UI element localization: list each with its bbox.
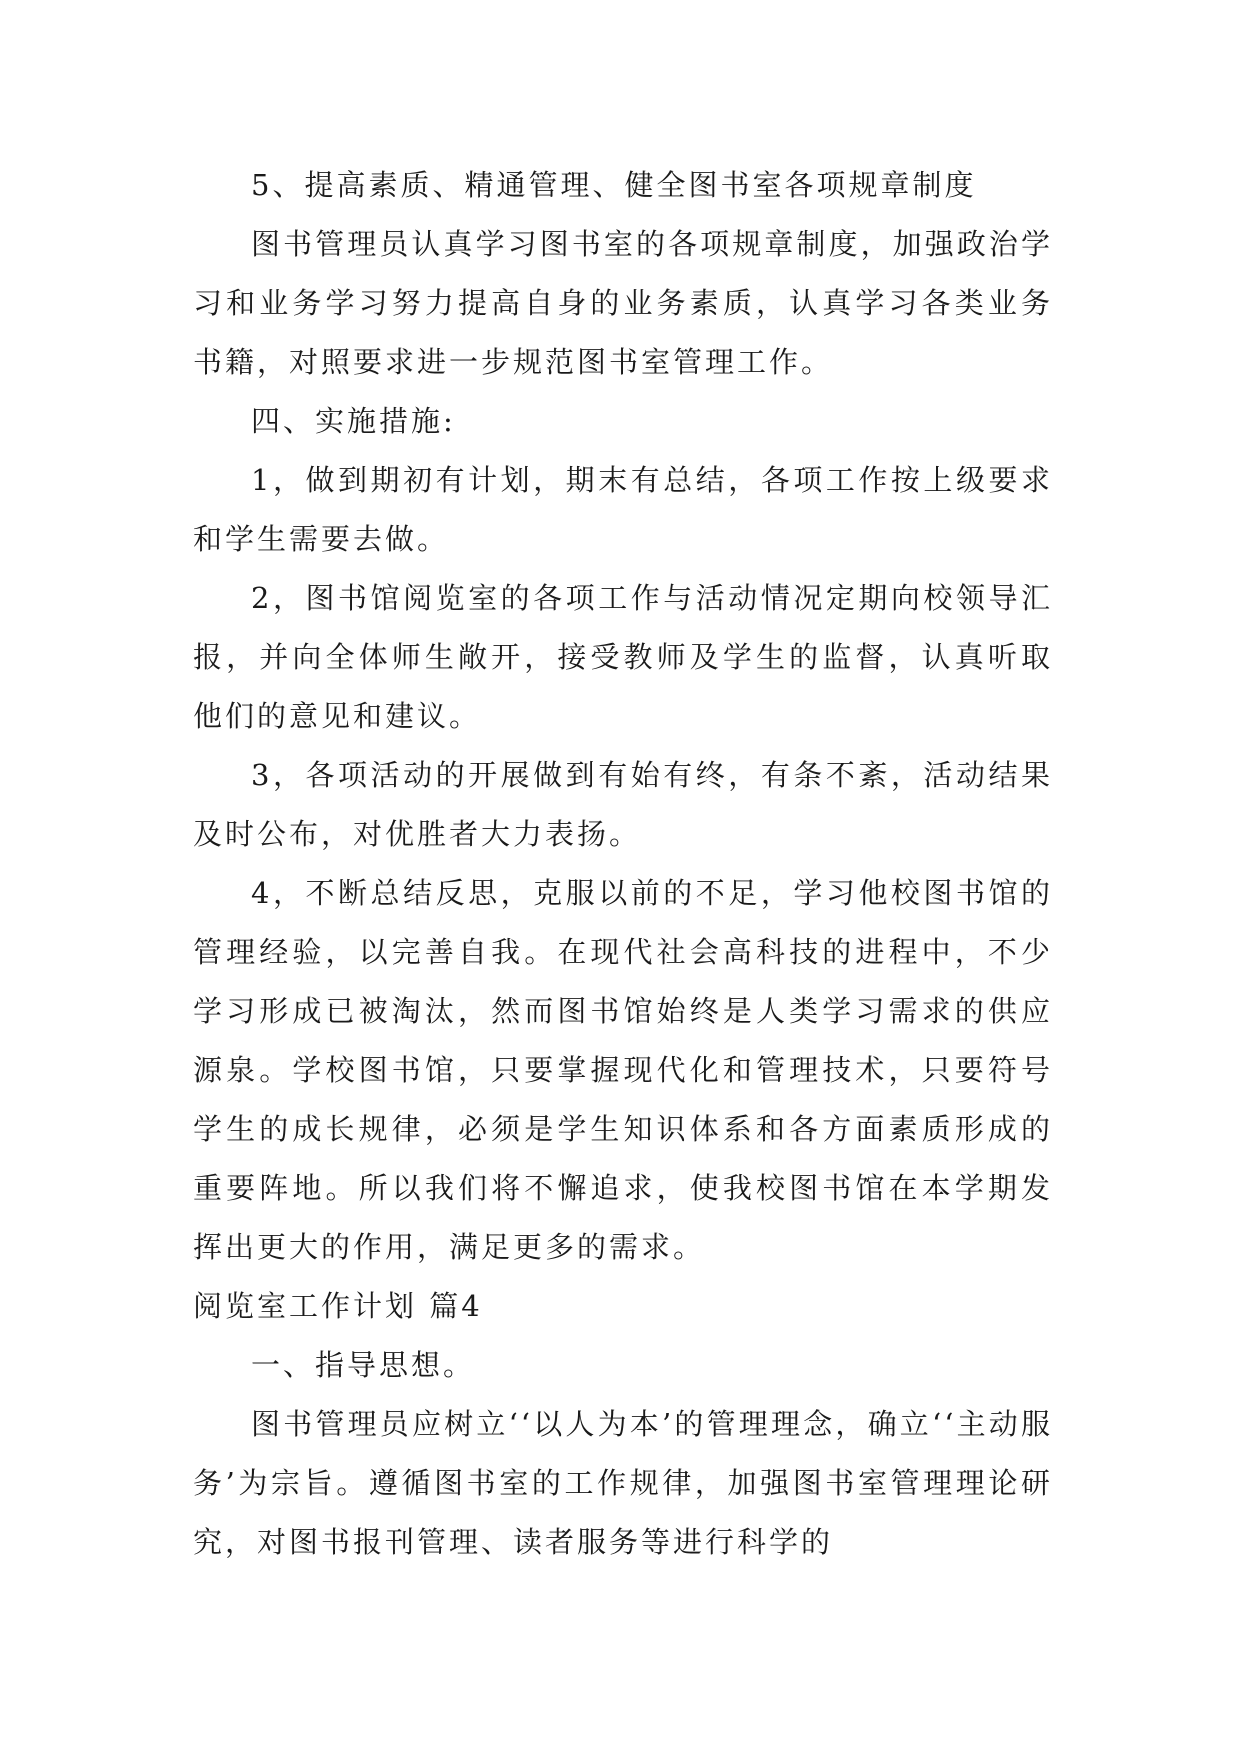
document-body bbox=[193, 156, 1053, 1572]
paragraph-guiding-ideas: 图书管理员应树立‘‘以人为本’的管理理念，确立‘‘主动服务’为宗旨。遵循图书室的工作规律，加强图书室管理理论研究，对图书报刊管理、读者服务等进行科学的 bbox=[193, 1407, 1053, 1559]
section-heading-5: 5、提高素质、精通管理、健全图书室各项规章制度 bbox=[251, 168, 977, 202]
article-title-part-4: 阅览室工作计划 篇4 bbox=[193, 1289, 483, 1323]
list-item-3: 3，各项活动的开展做到有始有终，有条不紊，活动结果及时公布，对优胜者大力表扬。 bbox=[193, 758, 1053, 851]
section-heading-guiding-ideas: 一、指导思想。 bbox=[251, 1348, 476, 1382]
section-heading-measures: 四、实施措施: bbox=[251, 404, 456, 438]
list-item-4: 4，不断总结反思，克服以前的不足，学习他校图书馆的管理经验，以完善自我。在现代社会高科技的进程中，不少学习形成已被淘汰，然而图书馆始终是人类学习需求的供应源泉。学校图书馆，只要掌握现代化和管理技术，只要符号学生的成长规律，必须是学生知识体系和各方面素质形成的重要阵地。所以我们将不懈追求，使我校图书馆在本学期发挥出更大的作用，满足更多的需求。 bbox=[193, 876, 1053, 1264]
list-item-1: 1，做到期初有计划，期末有总结，各项工作按上级要求和学生需要去做。 bbox=[193, 463, 1053, 556]
list-item-2: 2，图书馆阅览室的各项工作与活动情况定期向校领导汇报，并向全体师生敞开，接受教师及学生的监督，认真听取他们的意见和建议。 bbox=[193, 581, 1053, 733]
paragraph-rules-study: 图书管理员认真学习图书室的各项规章制度，加强政治学习和业务学习努力提高自身的业务素质，认真学习各类业务书籍，对照要求进一步规范图书室管理工作。 bbox=[193, 227, 1053, 379]
